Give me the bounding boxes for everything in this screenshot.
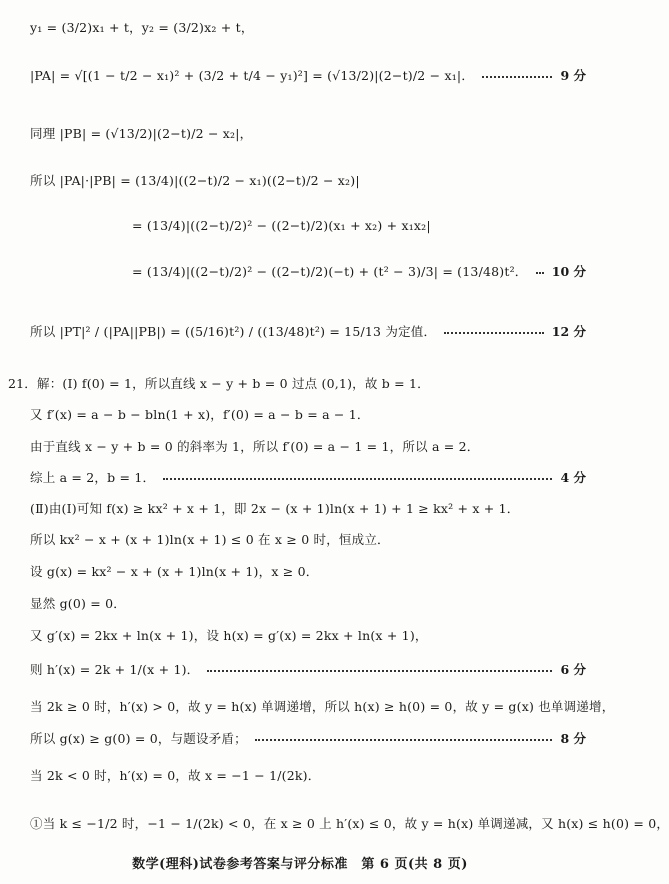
line-3 [30,124,586,142]
line-text: ①当 k ≤ −1/2 时，−1 − 1/(2k) < 0，在 x ≥ 0 上 h′(x) ≤ 0，故 y = h(x) 单调递减，又 h(x) ≤ h(0) = 0， [30,816,669,831]
line-19 [30,729,586,747]
line-6 [132,262,586,280]
line-text: 所以 g(x) ≥ g(0) = 0，与题设矛盾； [30,731,247,746]
score-label: 4 分 [560,470,586,485]
line-text: 所以 |PT|² / (|PA||PB|) = ((5/16)t²) / ((13/48)t²) = 15/13 为定值． [30,324,437,339]
score-label: 9 分 [560,68,586,83]
line-text: 设 g(x) = kx² − x + (x + 1)ln(x + 1)，x ≥ 0． [30,564,319,579]
line-text: 所以 |PA|·|PB| = (13/4)|((2−t)/2 − x₁)((2−t)/2 − x₂)| [30,173,360,188]
dot-leader [163,478,552,480]
line-text: 所以 kx² − x + (x + 1)ln(x + 1) ≤ 0 在 x ≥ 0 时，恒成立． [30,532,390,547]
line-10 [30,437,586,455]
line-text: = (13/4)|((2−t)/2)² − ((2−t)/2)(−t) + (t² − 3)/3| = (13/48)t²． [132,264,528,279]
line-7 [30,322,586,340]
line-text: 显然 g(0) = 0． [30,596,126,611]
line-20 [30,766,586,784]
line-14 [30,562,586,580]
line-text: 则 h′(x) = 2k + 1/(x + 1)． [30,662,200,677]
score-label: 12 分 [551,324,586,339]
dot-leader [536,272,544,274]
line-11 [30,468,586,486]
line-2 [30,66,586,84]
line-text: 当 2k < 0 时，h′(x) = 0，故 x = −1 − 1/(2k)． [30,768,321,783]
line-text: |PA| = √[(1 − t/2 − x₁)² + (3/2 + t/4 − y₁)²] = (√13/2)|(2−t)/2 − x₁|． [30,68,475,83]
line-12 [30,499,586,517]
line-text: 21．解：(Ⅰ) f(0) = 1，所以直线 x − y + b = 0 过点 (0,1)，故 b = 1． [8,376,430,391]
line-15 [30,594,586,612]
dot-leader [207,670,552,672]
line-text: 又 g′(x) = 2kx + ln(x + 1)，设 h(x) = g′(x) = 2kx + ln(x + 1)， [30,628,428,643]
line-text: (Ⅱ)由(Ⅰ)可知 f(x) ≥ kx² + x + 1，即 2x − (x + 1)ln(x + 1) + 1 ≥ kx² + x + 1． [30,501,520,516]
line-text: 综上 a = 2，b = 1． [30,470,156,485]
score-label: 8 分 [560,731,586,746]
score-label: 6 分 [560,662,586,677]
line-text: = (13/4)|((2−t)/2)² − ((2−t)/2)(x₁ + x₂) + x₁x₂| [132,218,431,233]
line-text: 由于直线 x − y + b = 0 的斜率为 1，所以 f′(0) = a − 1 = 1，所以 a = 2． [30,439,480,454]
dot-leader [444,332,544,334]
score-label: 10 分 [551,264,586,279]
line-5 [132,218,586,233]
line-18 [30,697,615,715]
dot-leader [255,739,553,741]
dot-leader [482,76,552,78]
line-text: 当 2k ≥ 0 时，h′(x) > 0，故 y = h(x) 单调递增，所以 h(x) ≥ h(0) = 0，故 y = g(x) 也单调递增， [30,699,615,714]
line-1 [30,18,586,36]
line-21 [30,814,669,832]
line-8 [8,374,586,392]
page-footer: 数学(理科)试卷参考答案与评分标准 第 6 页(共 8 页) [132,857,468,872]
line-text: y₁ = (3/2)x₁ + t，y₂ = (3/2)x₂ + t， [30,20,254,35]
line-17 [30,660,586,678]
line-text: 又 f′(x) = a − b − bln(1 + x)，f′(0) = a − b = a − 1． [30,407,370,422]
line-13 [30,530,586,548]
line-9 [30,405,586,423]
line-text: 同理 |PB| = (√13/2)|(2−t)/2 − x₂|， [30,126,253,141]
line-16 [30,626,586,644]
line-4 [30,171,586,189]
